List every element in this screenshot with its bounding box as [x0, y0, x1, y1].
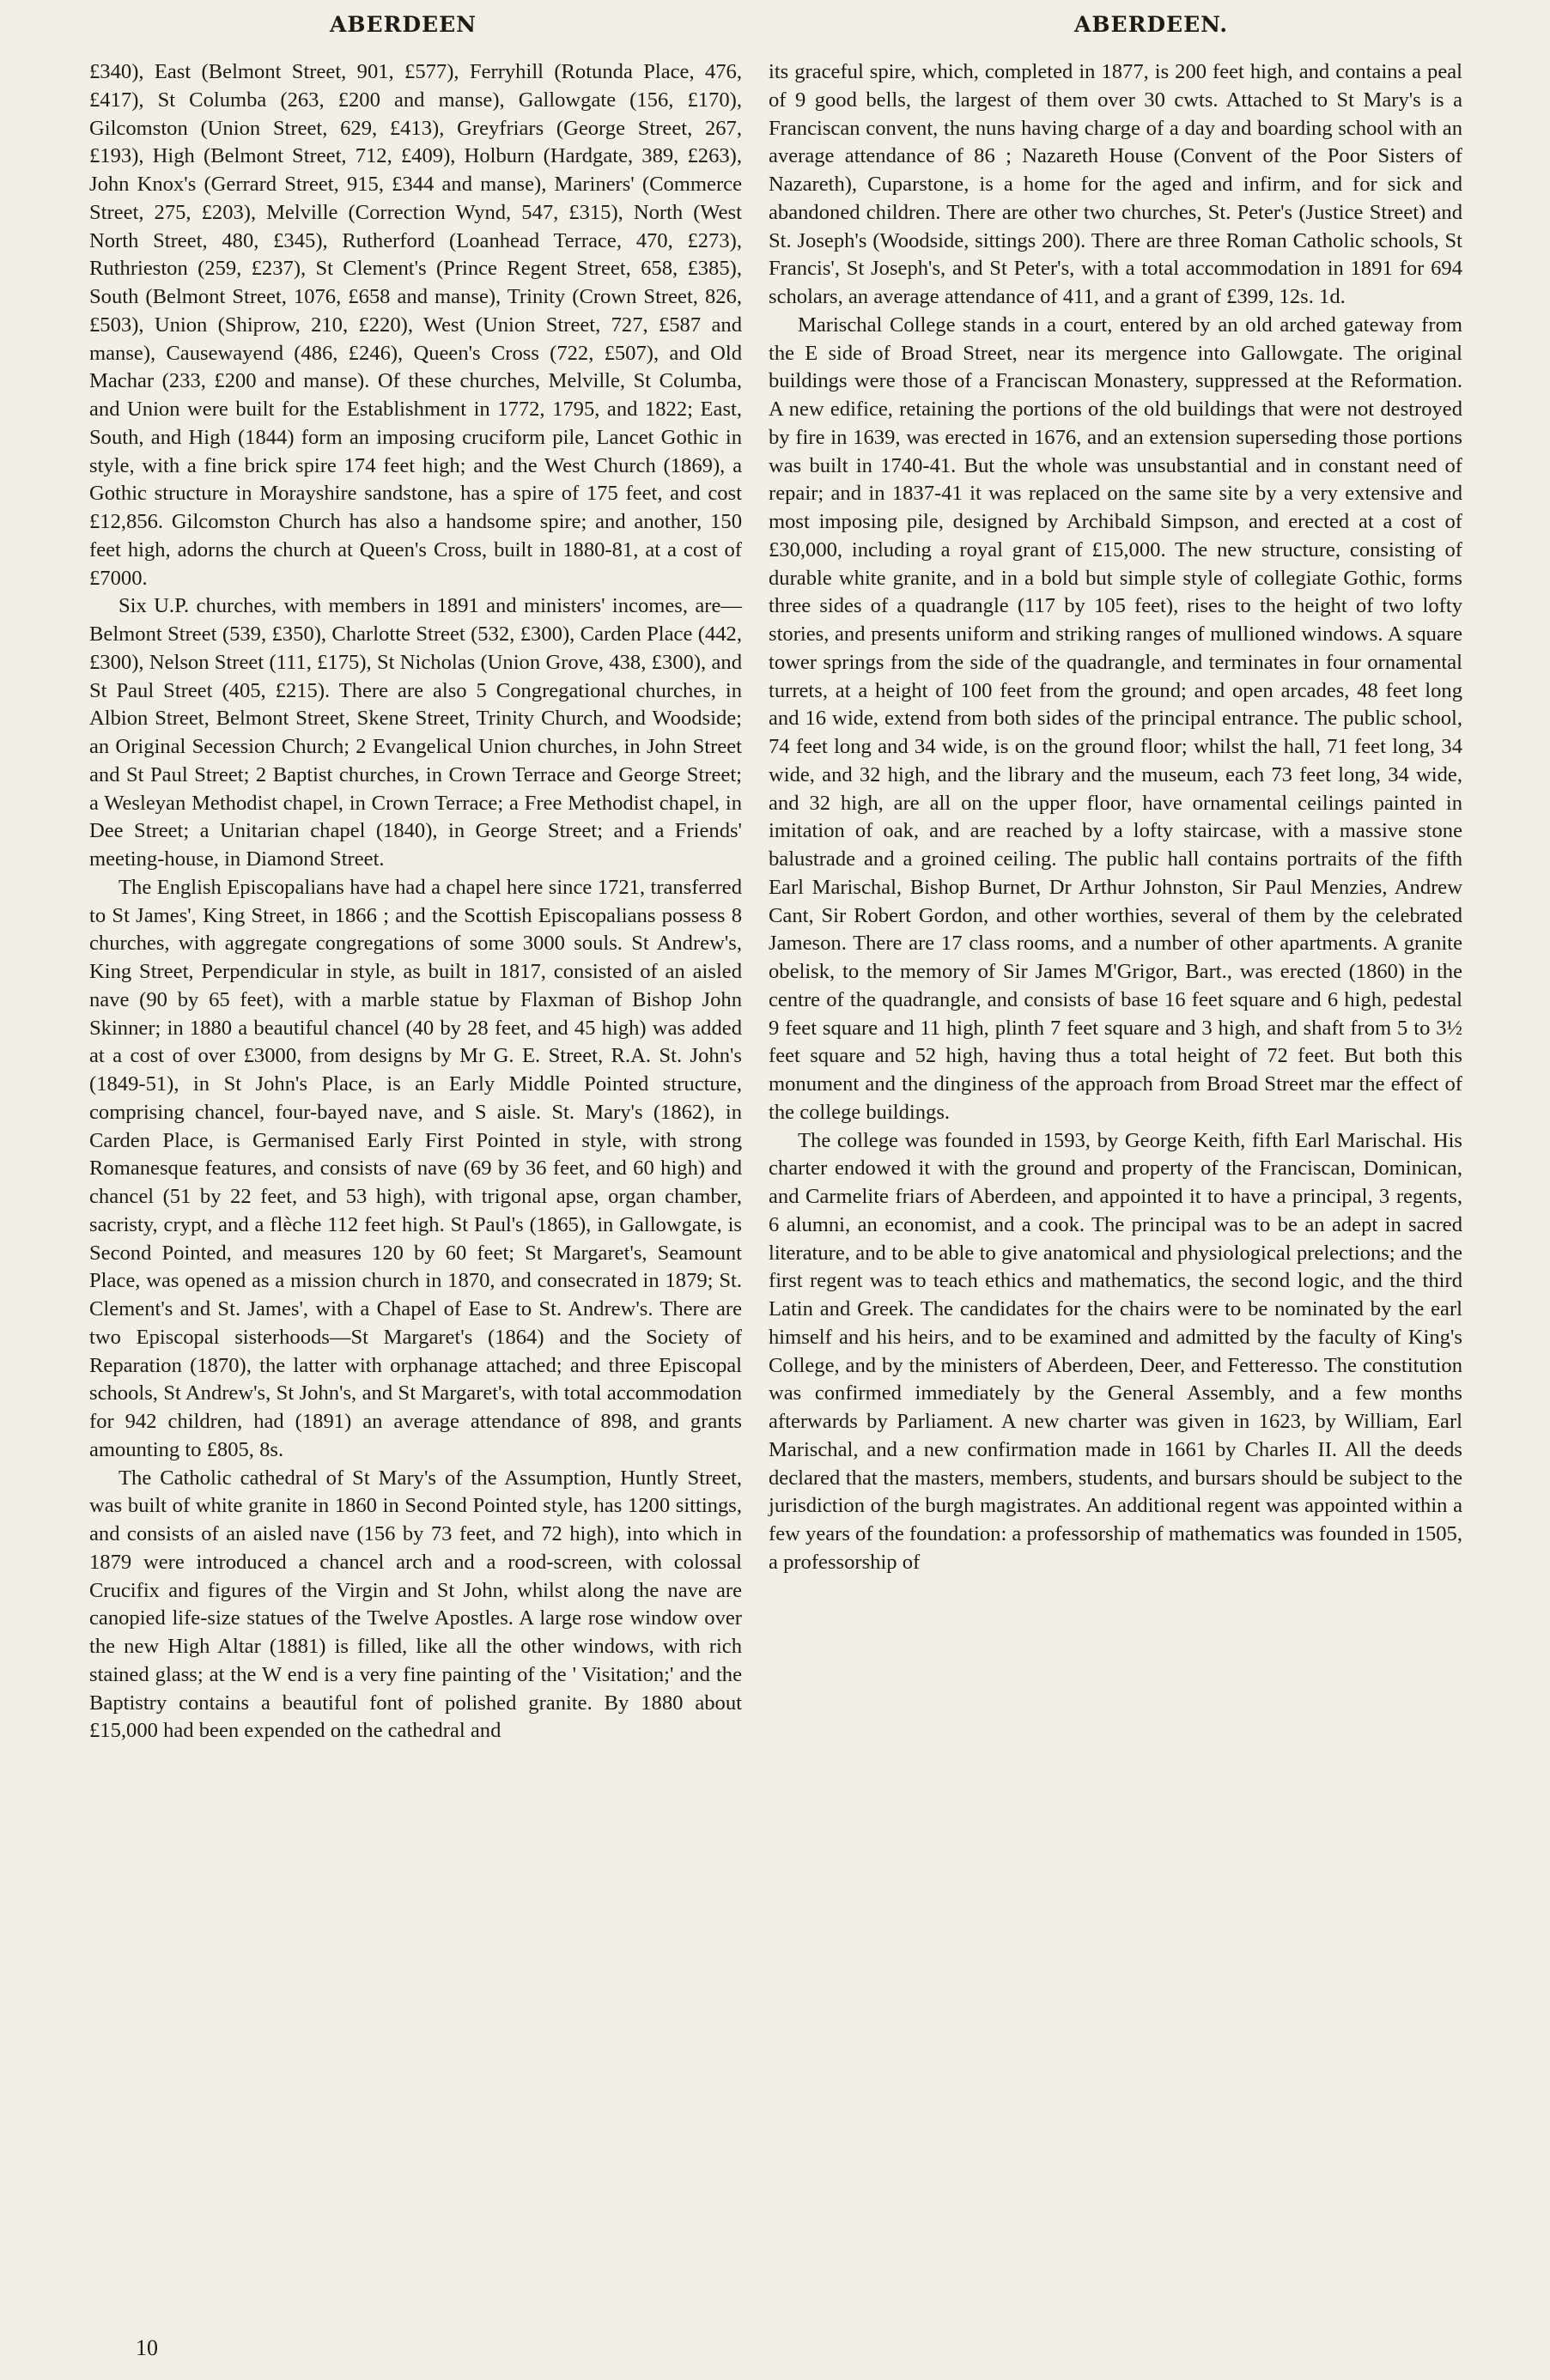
paragraph: The Catholic cathedral of St Mary's of the Assumption, Huntly Street, was built of white granite in 1860 in Second Pointed style, has 1200 sittings, and consists of an aisled nave (156 by 73 feet, and 72 high), into which in 1879 were introduced a chancel arch and a rood-screen, with colossal Crucifix and figures of the Virgin and St John, whilst along the nave are canopied life-size statues of the Twelve Apostles. A large rose window over the new High Altar (1881) is filled, like all the other windows, with rich stained glass; at the W end is a very fine painting of the ' Visitation;' and the Baptistry contains a beautiful font of polished granite. By 1880 about £15,000 had been expended on the cathedral and [89, 1466, 742, 1743]
page-number: 10 [136, 2335, 158, 2360]
paragraph: £340), East (Belmont Street, 901, £577), Ferryhill (Rotunda Place, 476, £417), St Columba (263, £200 and manse), Gallowgate (156, £170), Gilcomston (Union Street, 629, £413), Greyfriars (George Street, 267, £193), High (Belmont Street, 712, £409), Holburn (Hardgate, 389, £263), John Knox's (Gerrard Street, 915, £344 and manse), Mariners' (Commerce Street, 275, £203), Melville (Correction Wynd, 547, £315), North (West North Street, 480, £345), Rutherford (Loanhead Terrace, 470, £273), Ruthrieston (259, £237), St Clement's (Prince Regent Street, 658, £385), South (Belmont Street, 1076, £658 and manse), Trinity (Crown Street, 826, £503), Union (Shiprow, 210, £220), West (Union Street, 727, £587 and manse), Causewayend (486, £246), Queen's Cross (722, £507), and Old Machar (233, £200 and manse). Of these churches, Melville, St Columba, and Union were built for the Establishment in 1772, 1795, and 1822; East, South, and High (1844) form an imposing cruciform pile, Lancet Gothic in style, with a fine brick spire 174 feet high; and the West Church (1869), a Gothic structure in Morayshire sandstone, has a spire of 175 feet, and cost £12,856. Gilcomston Church has also a handsome spire; and another, 150 feet high, adorns the church at Queen's Cross, built in 1880-81, at a cost of £7000. [89, 60, 742, 590]
paragraph: its graceful spire, which, completed in 1877, is 200 feet high, and contains a peal of 9 good bells, the largest of them over 30 cwts. Attached to St Mary's is a Franciscan convent, the nuns having charge of a day and boarding school with an average attendance of 86 ; Nazareth House (Convent of the Poor Sisters of Nazareth), Cuparstone, is a home for the aged and infirm, and for sick and abandoned children. There are other two churches, St. Peter's (Justice Street) and St. Joseph's (Woodside, sittings 200). There are three Roman Catholic schools, St Francis', St Joseph's, and St Peter's, with a total accommodation in 1891 for 694 scholars, an average attendance of 411, and a grant of £399, 12s. 1d. [769, 60, 1462, 308]
page-header [0, 12, 1550, 46]
running-head-right: ABERDEEN. [1074, 12, 1229, 37]
running-head-left: ABERDEEN [330, 12, 477, 37]
left-column [89, 58, 742, 1746]
paragraph: Six U.P. churches, with members in 1891 and ministers' incomes, are—Belmont Street (539, £350), Charlotte Street (532, £300), Carden Place (442, £300), Nelson Street (111, £175), St Nicholas (Union Grove, 438, £300), and St Paul Street (405, £215). There are also 5 Congregational churches, in Albion Street, Belmont Street, Skene Street, Trinity Church, and Woodside; an Original Secession Church; 2 Evangelical Union churches, in John Street and St Paul Street; 2 Baptist churches, in Crown Terrace and George Street; a Wesleyan Methodist chapel, in Crown Terrace; a Free Methodist chapel, in Dee Street; a Unitarian chapel (1840), in George Street; and a Friends' meeting-house, in Diamond Street. [89, 594, 742, 871]
paragraph: Marischal College stands in a court, entered by an old arched gateway from the E side of Broad Street, near its mergence into Gallowgate. The original buildings were those of a Franciscan Monastery, suppressed at the Reformation. A new edifice, retaining the portions of the old buildings that were not destroyed by fire in 1639, was erected in 1676, and an extension superseding those portions was built in 1740-41. But the whole was unsubstantial and in constant need of repair; and in 1837-41 it was replaced on the same site by a very extensive and most imposing pile, designed by Archibald Simpson, and erected at a cost of £30,000, including a royal grant of £15,000. The new structure, consisting of durable white granite, and in a bold but simple style of collegiate Gothic, forms three sides of a quadrangle (117 by 105 feet), rises to the height of two lofty stories, and presents uniform and striking ranges of mullioned windows. A square tower springs from the side of the quadrangle, and terminates in four ornamental turrets, at a height of 100 feet from the ground; and open arcades, 48 feet long and 16 wide, extend from both sides of the principal entrance. The public school, 74 feet long and 34 wide, is on the ground floor; whilst the hall, 71 feet long, 34 wide, and 32 high, and the library and the museum, each 73 feet long, 34 wide, and 32 high, are all on the upper floor, have ornamental ceilings painted in imitation of oak, and are reached by a lofty staircase, with a massive stone balustrade and a groined ceiling. The public hall contains portraits of the fifth Earl Marischal, Bishop Burnet, Dr Arthur Johnston, Sir Paul Menzies, Andrew Cant, Sir Robert Gordon, and other worthies, several of them by the celebrated Jameson. There are 17 class rooms, and a number of other apartments. A granite obelisk, to the memory of Sir James M'Grigor, Bart., was erected (1860) in the centre of the quadrangle, and consists of base 16 feet square and 6 high, pedestal 9 feet square and 11 high, plinth 7 feet square and 3 high, and shaft from 5 to 3½ feet square and 52 high, having thus a total height of 72 feet. But both this monument and the dinginess of the approach from Broad Street mar the effect of the college buildings. [769, 313, 1462, 1124]
right-column [769, 58, 1462, 1577]
paragraph: The college was founded in 1593, by George Keith, fifth Earl Marischal. His charter endowed it with the ground and property of the Franciscan, Dominican, and Carmelite friars of Aberdeen, and appointed it to have a principal, 3 regents, 6 alumni, an economist, and a cook. The principal was to be an adept in sacred literature, and to be able to give anatomical and physiological prelections; and the first regent was to teach ethics and mathematics, the second logic, and the third Latin and Greek. The candidates for the chairs were to be nominated by the earl himself and his heirs, and to be examined and admitted by the faculty of King's College, and by the ministers of Aberdeen, Deer, and Fetteresso. The constitution was confirmed immediately by the General Assembly, and a few months afterwards by Parliament. A new charter was given in 1623, by William, Earl Marischal, and a new confirmation made in 1661 by Charles II. All the deeds declared that the masters, members, students, and bursars should be subject to the jurisdiction of the burgh magistrates. An additional regent was appointed within a few years of the foundation: a professorship of mathematics was founded in 1505, a professorship of [769, 1128, 1462, 1574]
paragraph: The English Episcopalians have had a chapel here since 1721, transferred to St James', King Street, in 1866 ; and the Scottish Episcopalians possess 8 churches, with aggregate congregations of some 3000 souls. St Andrew's, King Street, Perpendicular in style, as built in 1817, consisted of an aisled nave (90 by 65 feet), with a marble statue by Flaxman of Bishop John Skinner; in 1880 a beautiful chancel (40 by 28 feet, and 45 high) was added at a cost of over £3000, from designs by Mr G. E. Street, R.A. St. John's (1849-51), in St John's Place, is an Early Middle Pointed structure, comprising chancel, four-bayed nave, and S aisle. St. Mary's (1862), in Carden Place, is Germanised Early First Pointed in style, with strong Romanesque features, and consists of nave (69 by 36 feet, and 60 high) and chancel (51 by 22 feet, and 53 high), with trigonal apse, organ chamber, sacristy, crypt, and a flèche 112 feet high. St Paul's (1865), in Gallowgate, is Second Pointed, and measures 120 by 60 feet; St Margaret's, Seamount Place, was opened as a mission church in 1870, and consecrated in 1879; St. Clement's and St. James', with a Chapel of Ease to St. Andrew's. There are two Episcopal sisterhoods—St Margaret's (1864) and the Society of Reparation (1870), the latter with orphanage attached; and three Episcopal schools, St Andrew's, St John's, and St Margaret's, with total accommodation for 942 children, had (1891) an average attendance of 898, and grants amounting to £805, 8s. [89, 875, 742, 1461]
